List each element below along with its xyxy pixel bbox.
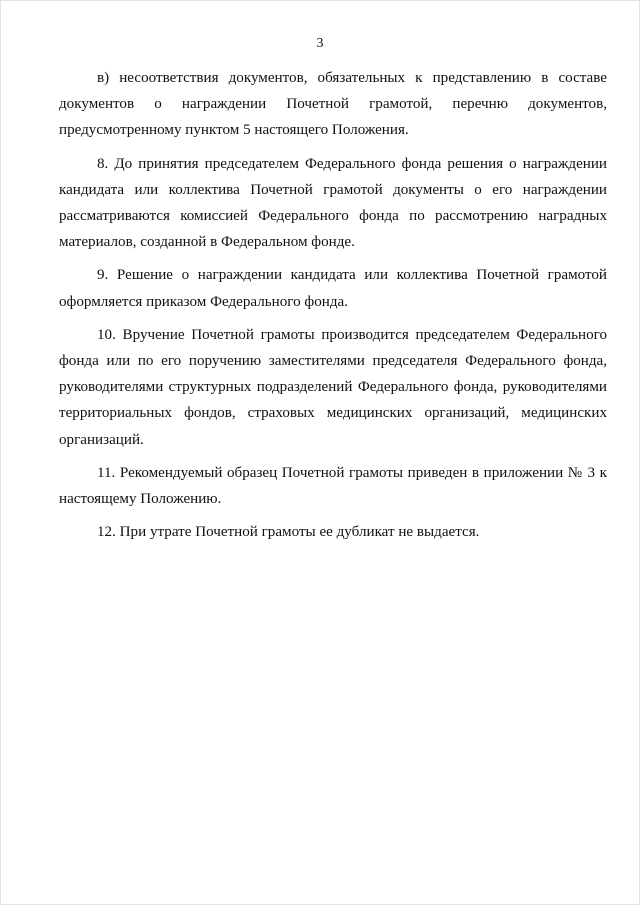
document-body [59, 65, 607, 545]
paragraph-11: 11. Рекомендуемый образец Почетной грамоты приведен в приложении № 3 к настоящему Положению. [59, 464, 607, 508]
paragraph-clause-v: в) несоответствия документов, обязательных к представлению в составе документов о награждении Почетной грамотой, перечню документов, предусмотренному пунктом 5 настоящего Положения. [59, 70, 607, 139]
paragraph-8: 8. До принятия председателем Федерального фонда решения о награждении кандидата или коллектива Почетной грамотой документы о его награждении рассматриваются комиссией Федерального фонда по рассмотрению наградных материалов, созданной в Федеральном фонде. [59, 155, 607, 251]
paragraph-9: 9. Решение о награждении кандидата или коллектива Почетной грамотой оформляется приказом Федерального фонда. [59, 267, 607, 310]
page-number: 3 [316, 36, 324, 51]
paragraph-12: 12. При утрате Почетной грамоты ее дубликат не выдается. [97, 524, 480, 541]
paragraph-10: 10. Вручение Почетной грамоты производится председателем Федерального фонда или по его поручению заместителями председателя Федерального фонда, руководителями структурных подразделений Федерального фонда, руководителями территориальных фондов, страховых медицинских организаций, медицинских организаций. [59, 326, 607, 448]
